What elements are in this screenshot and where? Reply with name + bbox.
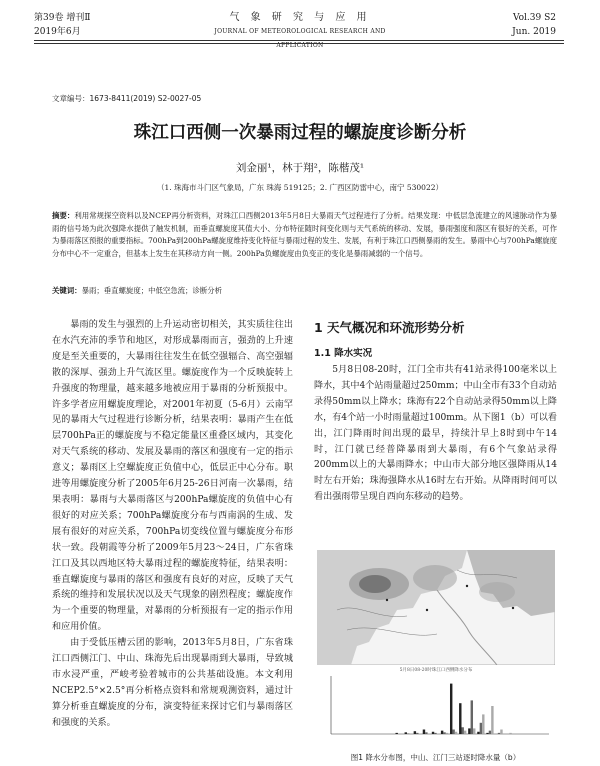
map-caption: 5月8日08-20时珠江口西侧降水分布 [399,668,473,673]
bar-江门-11 [423,730,425,734]
bar-珠海-10 [419,733,421,734]
journal-name-en: JOURNAL OF METEOROLOGICAL RESEARCH AND APPLICATION [214,28,386,49]
bar-中山-10 [416,733,418,734]
left-column [52,318,293,732]
volume-label: 第39卷 增刊Ⅱ [34,13,91,23]
keywords-text: 暴雨；垂直螺旋度；中低空急流；诊断分析 [81,286,223,295]
bar-江门-10 [414,731,416,734]
journal-name-cn: 气 象 研 究 与 应 用 [229,12,371,23]
hourly-precip-chart [317,672,555,742]
bar-江门-8 [395,733,397,734]
affiliation: （1. 珠海市斗门区气象局，广东 珠海 519125；2. 广西区防雷中心，南宁 530022） [157,183,443,192]
bar-江门-9 [405,732,407,734]
bar-珠海-11 [428,733,430,734]
abstract [52,210,557,260]
bar-江门-17 [477,732,479,734]
rainfall-map-figure [317,550,555,665]
bar-中山-12 [434,733,436,734]
bar-中山-13 [443,732,445,734]
bar-珠海-17 [482,714,484,734]
subsection-heading: 1.1 降水实况 [314,348,373,359]
bar-中山-16 [471,700,473,734]
authors: 刘金丽¹，林于翔²，陈楷茂¹ [235,162,365,174]
bar-江门-13 [441,731,443,734]
header-center [200,11,400,53]
bar-珠海-18 [491,706,493,734]
header-rule-thin [34,43,564,44]
bar-珠海-20 [509,733,511,734]
bar-珠海-19 [500,730,502,734]
bar-珠海-15 [464,731,466,734]
paper-title: 珠江口西侧一次暴雨过程的螺旋度诊断分析 [133,123,467,143]
bar-江门-14 [450,684,452,734]
article-number: 文章编号：1673-8411(2019) S2-0027-05 [52,94,202,103]
bar-中山-15 [461,727,463,734]
rainfall-paragraph: 5月8日08-20时，江门全市共有41站录得100毫米以上降水，其中4个站雨量超过250mm；中山全市有33个自动站录得50mm以上降水；珠海有22个自动站录得50mm以上降水，有4个站一小时雨量超过100mm。从下图1（b）可以看出，江门降雨时间出现的最早，持续汁早上8时到中午14时，江门就已经普降暴雨到大暴雨，有6个气象站录得200mm以上的大暴雨降水；中山市大部分地区强降雨从14时左右开始；珠海强降水从16时左右开始。从降雨时间可以看出强雨带呈现自西向东移动的趋势。 [314,365,557,503]
bar-江门-18 [486,733,488,734]
bar-中山-14 [452,730,454,734]
bar-江门-15 [459,703,461,734]
bar-中山-17 [480,723,482,734]
keywords [52,285,557,297]
header-right [512,11,556,39]
right-column [314,363,557,506]
section-heading: 1 天气概况和环流形势分析 [314,320,465,335]
bar-珠海-14 [455,732,457,734]
bar-中山-18 [489,731,491,734]
bar-珠海-16 [473,728,475,734]
intro-paragraph-2: 由于受低压槽云团的影响，2013年5月8日，广东省珠江口西侧江门、中山、珠海先后出现暴雨到大暴雨，导致城市水浸严重，严峻考验着城市的公共基础设施。本文利用NCEP2.5°×2.5°再分析格点资料和常规观测资料，通过计算分析垂直螺旋度的分布，演变特征来探讨它们与暴雨落区和强度的关系。 [52,638,293,728]
bar-中山-9 [407,733,409,734]
header-rule-thick [34,40,564,41]
bar-珠海-13 [446,733,448,734]
bar-江门-16 [468,728,470,734]
keywords-label: 关键词： [52,286,82,295]
abstract-label: 摘要： [52,211,75,220]
date-label: 2019年6月 [34,27,81,37]
volume-en: Vol.39 S2 [512,13,556,23]
abstract-text: 利用常规探空资料以及NCEP再分析资料，对珠江口西侧2013年5月8日大暴雨天气过程进行了分析。结果发现：中低层急流建立的风速脉动作为暴雨的信号场为此次强降水提供了触发机制，而垂直螺旋度其值大小、分布特征随时间变化则与天气系统的移动、发展，暴雨强度和落区有很好的关系，可作为暴雨落区预报的重要指标。700hPa到200hPa螺旋度维持变化特征与暴雨过程的发生、发展，有利于珠江口西侧暴雨的发生。暴雨中心与700hPa螺旋度分布中心不一定重合，但基本上发生在其移动方向一侧。200hPa负螺旋度由负变正的变化是暴雨减弱的一个信号。 [52,211,558,258]
figure-caption: 图1 降水分布图，中山、江门三站逐时降水量（b） [350,753,521,762]
date-en: Jun. 2019 [512,27,556,37]
bar-中山-19 [498,733,500,734]
bar-珠海-12 [437,733,439,734]
bar-中山-11 [425,732,427,734]
intro-paragraph-1: 暴雨的发生与强烈的上升运动密切相关，其实质往往出在水汽充沛的季节和地区，对形成暴雨而言，强劲的上升速度是至关重要的，大暴雨往往发生在低空强辐合、高空强辐散的深厚、强劲上升气流区里。螺旋度作为一个反映旋转上升强度的物理量，越来越多地被应用于暴雨的分析预报中。许多学者应用螺旋度理论，对2001年初夏（5-6月）云南罕见的暴雨大气过程进行诊断分析，结果表明：暴雨产生在低层700hPa正的螺旋度与不稳定能量区重叠区域内，其变化对天气系统的移动、发展及暴雨的落区和强度有一定的指示意义；暴雨区上空螺旋度正负值中心，低层正中心分布。职进等用螺旋度分析了2005年6月25-26日河南一次暴雨，结果表明：暴雨与大暴雨落区与200hPa螺旋度的负值中心有很好的对应关系；700hPa螺旋度分布与西南涡的生成、发展有很好的对应关系，700hPa切变线位置与螺旋度分布形状一致。段朝霞等分析了2009年5月23～24日，广东省珠江口及其以西地区特大暴雨过程的螺旋度特征，结果表明：垂直螺旋度与暴雨的落区和强度有良好的对应，反映了天气系统的维持和发展状况以及天气现象的剧烈程度；螺旋度作为一个重要的物理量，对暴雨的分析预报有一定的指示作用和应用价值。 [52,320,293,633]
bar-江门-12 [432,732,434,734]
header-left [34,11,90,39]
